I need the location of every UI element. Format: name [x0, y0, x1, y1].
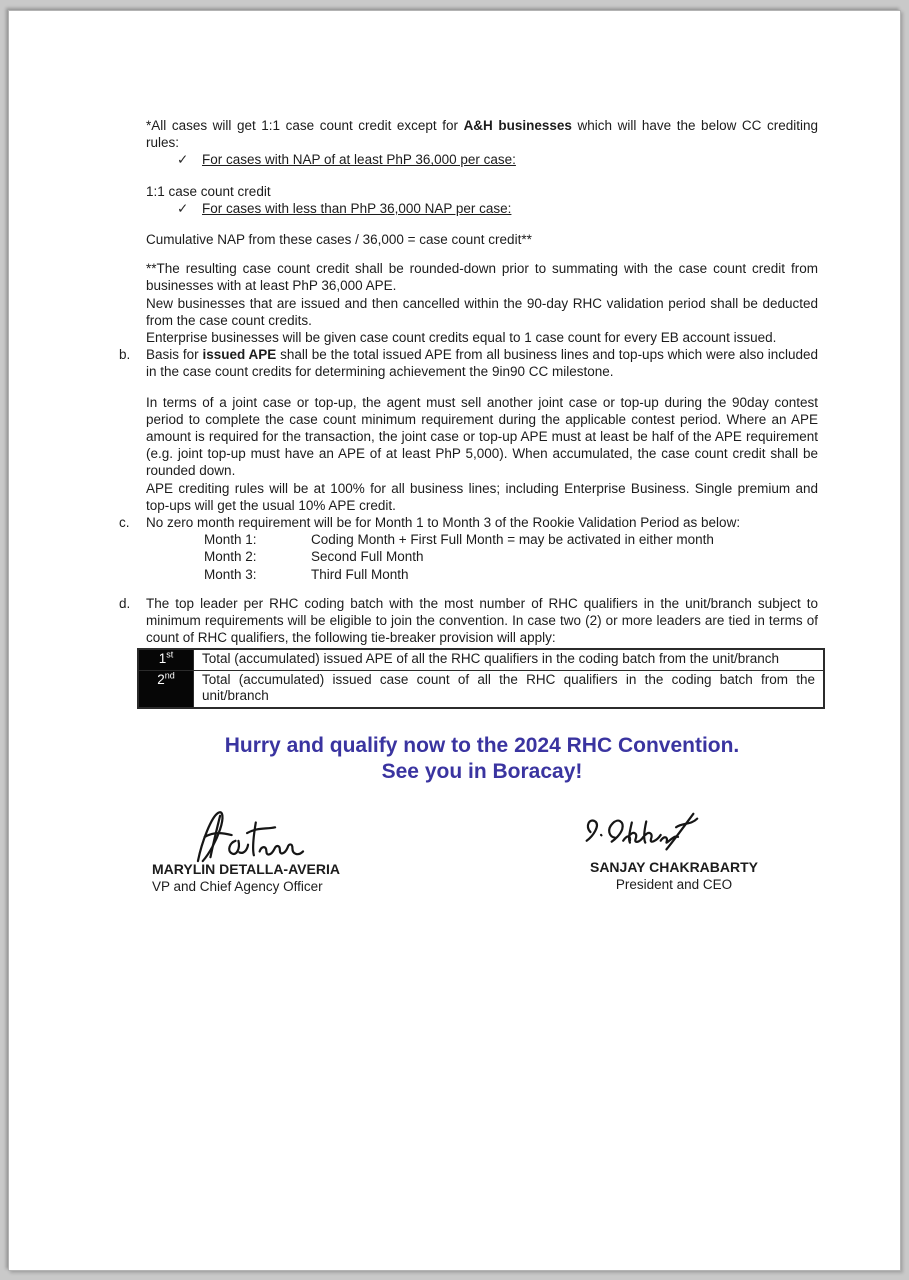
item-b-pre: Basis for: [146, 347, 203, 363]
list-letter-c: c.: [119, 515, 130, 531]
headline-line1: Hurry and qualify now to the 2024 RHC Convention.: [224, 733, 740, 757]
signature-sanjay: [574, 809, 774, 863]
list-item-c: [119, 514, 818, 583]
document-page: [8, 10, 901, 1271]
document-content: [119, 117, 818, 929]
signatory-name: MARYLIN DETALLA-AVERIA: [152, 860, 340, 877]
intro-text-pre: *All cases will get 1:1 case count credit except for: [146, 118, 464, 133]
item-c-paragraph: No zero month requirement will be for Month 1 to Month 3 of the Rookie Validation Period as below:: [146, 515, 741, 531]
rank-suffix: nd: [164, 670, 175, 681]
signatory-block-left: [152, 809, 382, 895]
rank-number: 2: [157, 671, 165, 687]
checkmark-icon: ✓: [177, 152, 189, 168]
month-desc: Coding Month + First Full Month = may be activated in either month: [311, 532, 714, 548]
enterprise-paragraph: Enterprise businesses will be given case count credits equal to 1 case count for every EB account issued.: [146, 330, 777, 346]
item-d-paragraph: The top leader per RHC coding batch with the most number of RHC qualifiers in the unit/branch subject to minimum requirements will be eligible to join the convention. In case two (2) or more leaders are tied in terms of count of RHC qualifiers, the following tie-breaker provision will apply:: [146, 595, 818, 646]
check-item-nap-less-than: [177, 200, 818, 217]
month-desc: Second Full Month: [311, 549, 424, 565]
month-row-1: [204, 531, 818, 548]
month-label: Month 1:: [204, 532, 257, 548]
check-item-heading: For cases with less than PhP 36,000 NAP per case:: [202, 200, 512, 216]
signatory-title: VP and Chief Agency Officer: [152, 878, 323, 894]
month-label: Month 3:: [204, 566, 257, 582]
footnote-paragraph: **The resulting case count credit shall be rounded-down prior to summating with the case count credit from businesses with at least PhP 36,000 APE.: [146, 261, 818, 294]
new-businesses-paragraph: New businesses that are issued and then cancelled within the 90-day RHC validation period shall be deducted from the case count credits.: [146, 295, 818, 328]
check-item-nap-at-least: [177, 151, 818, 168]
list-item-d: [119, 595, 818, 647]
signature-marylin: [190, 809, 382, 863]
signatory-name: SANJAY CHAKRABARTY: [589, 858, 759, 875]
month-row-2: [204, 548, 818, 565]
item-b-post: shall be the total issued APE from all business lines and top-ups which were also included in the case count credits for determining achievement the 9in90 CC milestone.: [146, 347, 818, 380]
rank-cell-2nd: [138, 670, 194, 708]
joint-case-paragraph: In terms of a joint case or top-up, the agent must sell another joint case or top-up during the 90day contest period to complete the case count minimum requirement during the applicable contest period. Where an APE amount is required for the transaction, the joint case or top-up APE must at least be half of the APE requirement (e.g. joint top-up must have an APE of at least PhP 5,000). When accumulated, the case count credit shall be rounded down.: [146, 394, 818, 479]
intro-text-bold: A&H businesses: [463, 118, 572, 133]
signatory-title: President and CEO: [615, 876, 733, 892]
list-letter-d: d.: [119, 595, 131, 611]
list-item-b: [119, 346, 818, 380]
month-desc: Third Full Month: [311, 566, 409, 582]
intro-paragraph: [146, 117, 818, 151]
headline-line2: See you in Boracay!: [381, 759, 583, 783]
checkmark-icon: ✓: [177, 200, 189, 216]
table-row: [138, 670, 824, 708]
month-label: Month 2:: [204, 549, 257, 565]
item-b-bold: issued APE: [202, 347, 277, 363]
month-row-3: [204, 566, 818, 583]
rank-desc-cell: Total (accumulated) issued case count of all the RHC qualifiers in the coding batch from the unit/branch: [194, 670, 825, 708]
table-row: [138, 649, 824, 670]
signature-area: [146, 809, 818, 929]
ape-crediting-paragraph: APE crediting rules will be at 100% for all business lines; including Enterprise Business. Single premium and top-ups will get the usual 10% APE credit.: [146, 480, 818, 513]
rank-suffix: st: [166, 649, 174, 660]
list-letter-b: b.: [119, 347, 131, 363]
intro-text-post: which will have the below CC crediting rules:: [146, 118, 818, 151]
convention-headline: [146, 733, 818, 785]
item-b-paragraph: [146, 346, 818, 380]
check-item-body: 1:1 case count credit: [146, 183, 271, 199]
rank-desc-cell: Total (accumulated) issued APE of all the RHC qualifiers in the coding batch from the unit/branch: [194, 649, 825, 670]
rank-number: 1: [158, 651, 167, 667]
check-item-body: Cumulative NAP from these cases / 36,000 = case count credit**: [146, 232, 532, 248]
rank-cell-1st: [138, 649, 194, 670]
signatory-block-right: [574, 809, 774, 893]
tiebreaker-table: [137, 648, 825, 709]
check-item-heading: For cases with NAP of at least PhP 36,000 per case:: [202, 152, 516, 168]
